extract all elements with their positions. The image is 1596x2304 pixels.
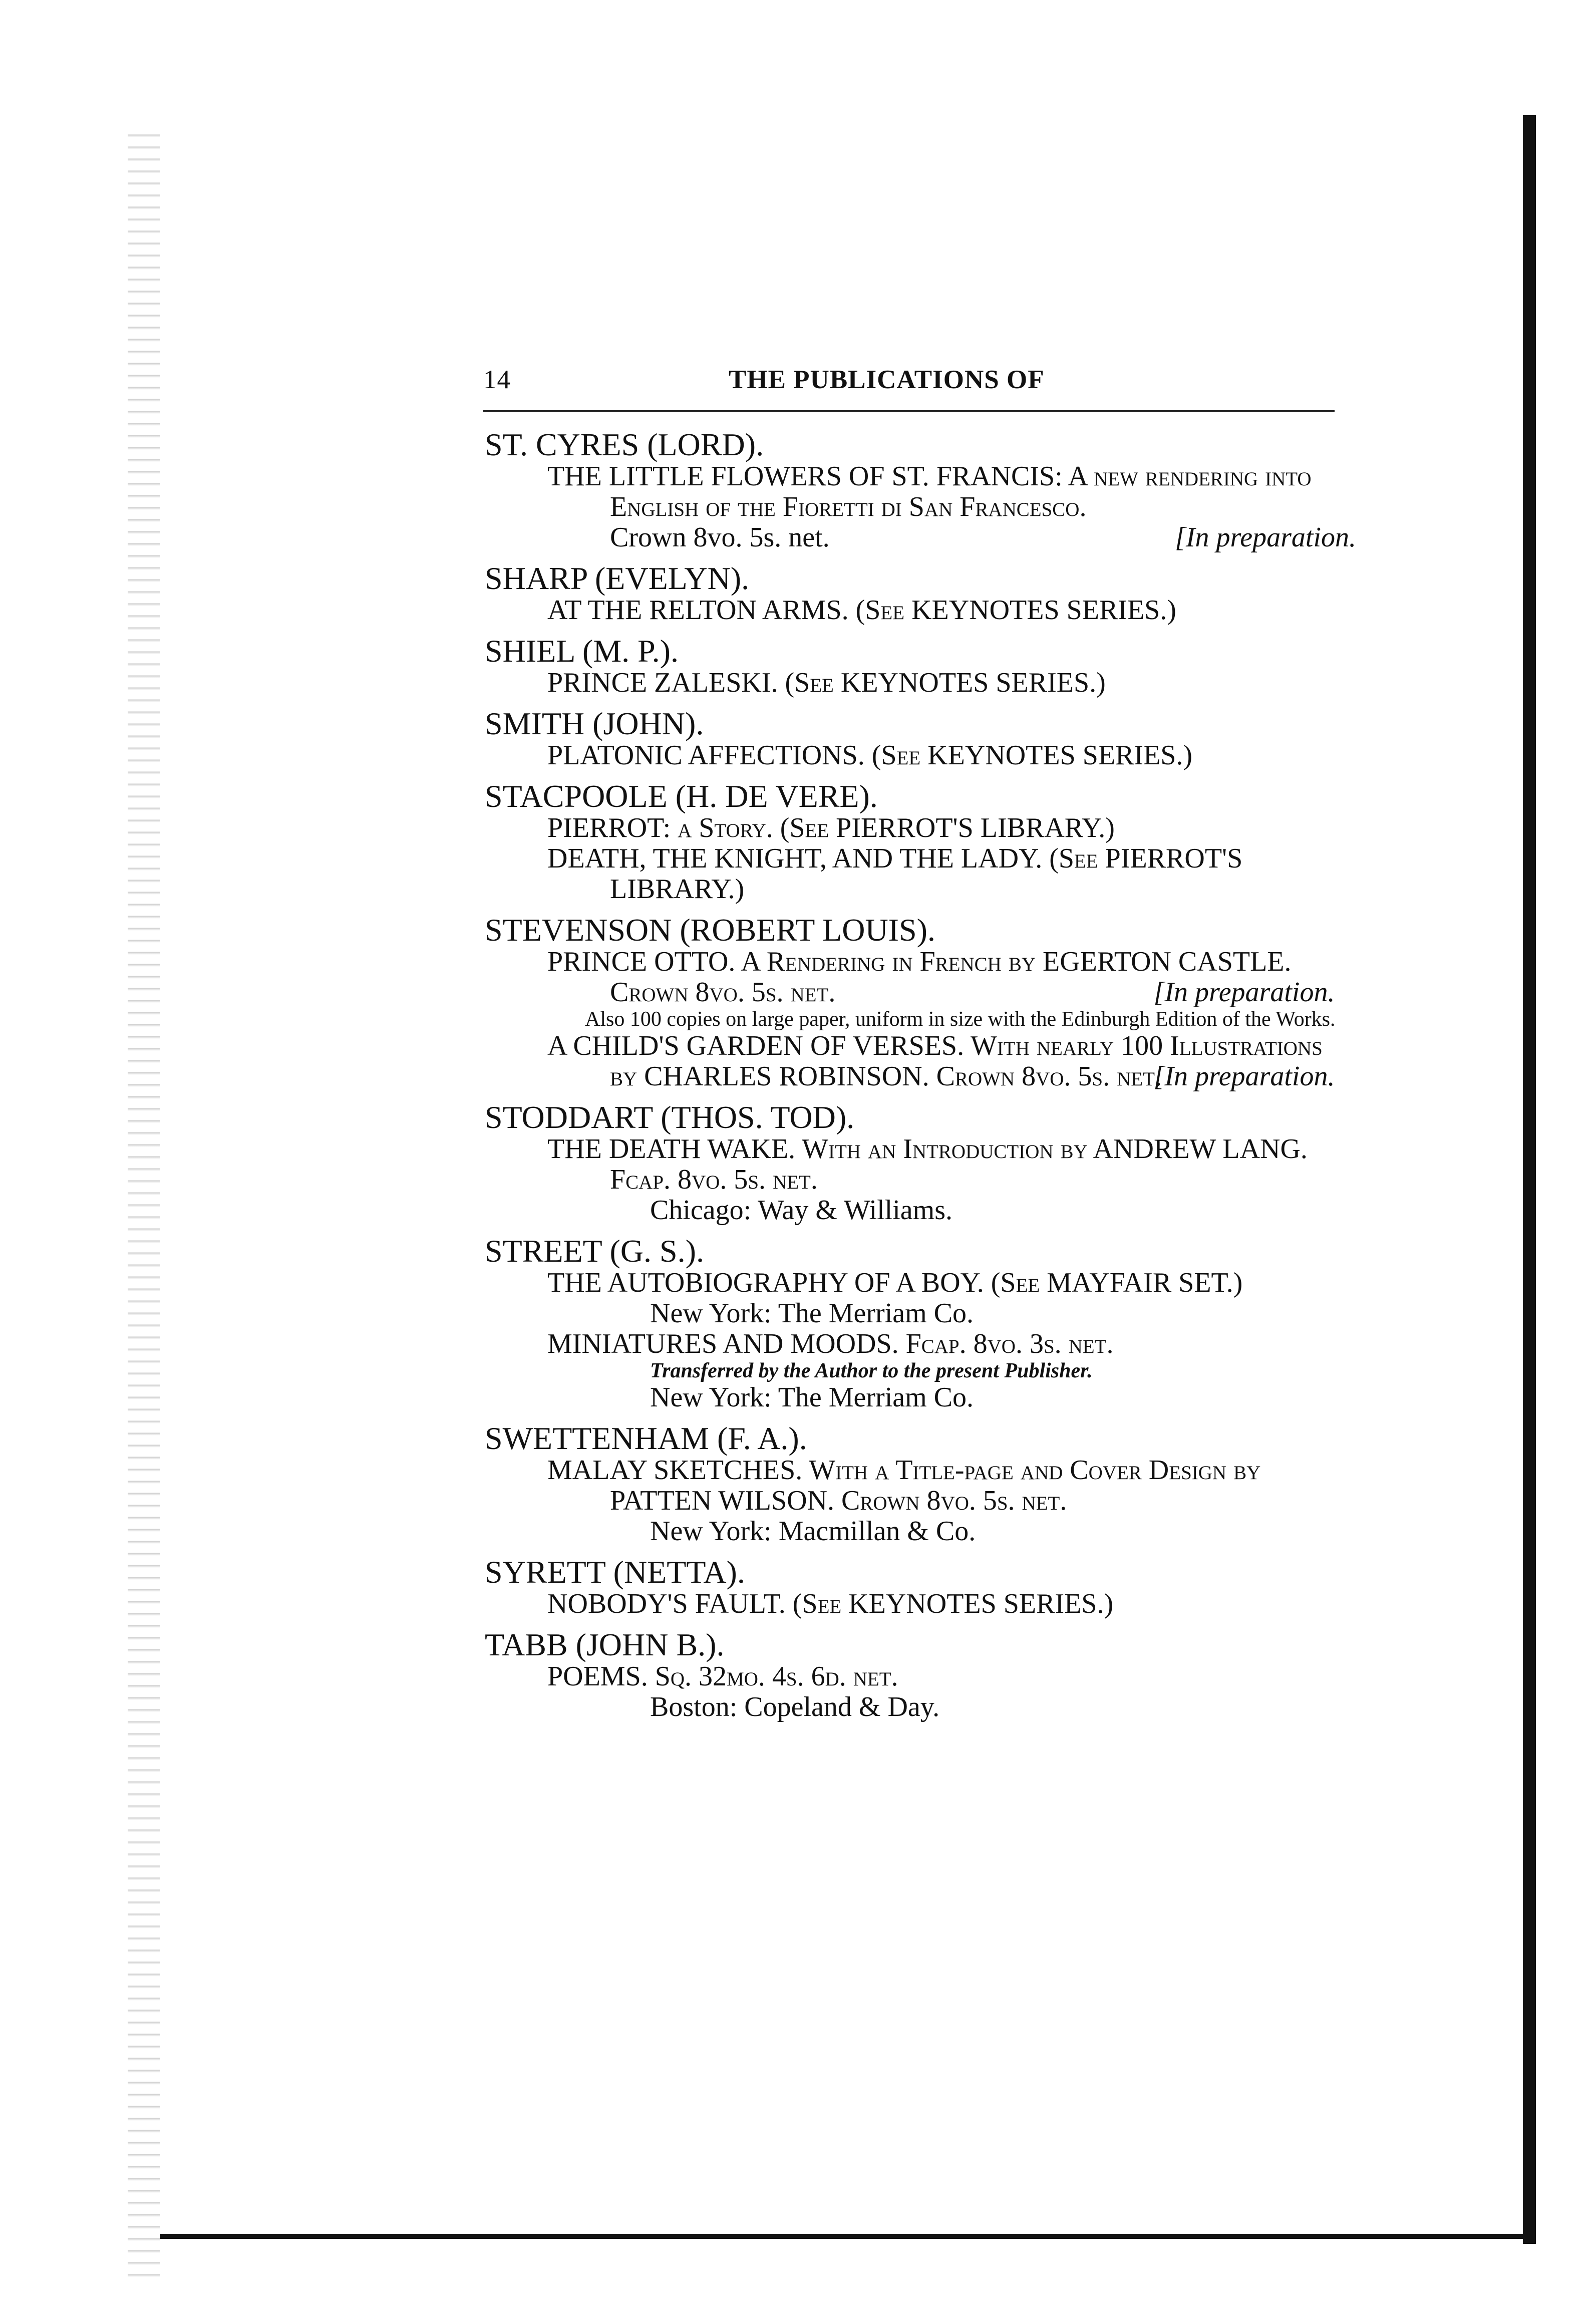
title-entry: NOBODY'S FAULT. (See KEYNOTES SERIES.) [547, 1588, 1114, 1619]
title-entry: DEATH, THE KNIGHT, AND THE LADY. (See PIERROT'S LIBRARY.) [547, 843, 1243, 905]
author-heading: SWETTENHAM (F. A.). [485, 1420, 807, 1456]
author-heading: ST. CYRES (LORD). [485, 427, 764, 462]
title-entry: PLATONIC AFFECTIONS. (See KEYNOTES SERIES.) [547, 740, 1193, 771]
price-row [610, 522, 1356, 553]
publisher-line: New York: The Merriam Co. [650, 1298, 974, 1329]
title-entry: MALAY SKETCHES. With a Title-page and Cover Design by PATTEN WILSON. Crown 8vo. 5s. net. [547, 1455, 1261, 1516]
title-entry: PIERROT: a Story. (See PIERROT'S LIBRARY.) [547, 812, 1115, 843]
preparation-note: [In preparation. [1153, 977, 1335, 1008]
author-heading: STODDART (THOS. TOD). [485, 1099, 855, 1135]
title-entry [547, 947, 1356, 1008]
publisher-line: Chicago: Way & Williams. [650, 1195, 952, 1226]
author-heading: STREET (G. S.). [485, 1233, 704, 1269]
preparation-note: [In preparation. [1153, 1061, 1335, 1092]
catalogue-list [485, 428, 1356, 1722]
transfer-note: Transferred by the Author to the present Publisher. [650, 1359, 1093, 1382]
edition-note: Also 100 copies on large paper, uniform in size with the Edinburgh Edition of the Works. [585, 1008, 1336, 1031]
publisher-line: New York: Macmillan & Co. [650, 1516, 976, 1547]
author-heading: STEVENSON (ROBERT LOUIS). [485, 912, 935, 948]
title-entry: THE DEATH WAKE. With an Introduction by ANDREW LANG. Fcap. 8vo. 5s. net. [547, 1133, 1308, 1195]
title-entry: THE LITTLE FLOWERS OF ST. FRANCIS: A new rendering into English of the Fioretti di San Francesco. [547, 461, 1312, 522]
title-entry: THE AUTOBIOGRAPHY OF A BOY. (See MAYFAIR SET.) [547, 1267, 1243, 1298]
title-entry: POEMS. Sq. 32mo. 4s. 6d. net. [547, 1661, 898, 1692]
running-head: THE PUBLICATIONS OF [729, 365, 1045, 394]
author-heading: SHARP (EVELYN). [485, 560, 750, 596]
title-entry [547, 1031, 1356, 1092]
author-heading: SMITH (JOHN). [485, 706, 704, 741]
title-text: A CHILD'S GARDEN OF VERSES. With nearly 100 Illustrations by CHARLES ROBINSON. Crown 8vo. 5s. net. [547, 1030, 1323, 1092]
scan-edge-right [1523, 115, 1536, 2244]
author-heading: SYRETT (NETTA). [485, 1554, 745, 1590]
page-number: 14 [483, 365, 511, 394]
title-entry: PRINCE ZALESKI. (See KEYNOTES SERIES.) [547, 667, 1106, 698]
page-header [483, 365, 1335, 395]
title-entry: MINIATURES AND MOODS. Fcap. 8vo. 3s. net. [547, 1328, 1114, 1359]
scan-edge-bottom [160, 2234, 1526, 2239]
author-heading: TABB (JOHN B.). [485, 1627, 725, 1662]
publisher-line: Boston: Copeland & Day. [650, 1691, 940, 1722]
author-heading: STACPOOLE (H. DE VERE). [485, 778, 878, 814]
title-text: PRINCE OTTO. A Rendering in French by EGERTON CASTLE. Crown 8vo. 5s. net. [547, 946, 1292, 1008]
author-heading: SHIEL (M. P.). [485, 633, 679, 669]
publisher-line: New York: The Merriam Co. [650, 1382, 974, 1413]
scan-edge-left [128, 125, 160, 2279]
header-rule [483, 410, 1335, 412]
price-line: Crown 8vo. 5s. net. [610, 522, 830, 553]
title-entry: AT THE RELTON ARMS. (See KEYNOTES SERIES.) [547, 595, 1176, 626]
preparation-note: [In preparation. [1175, 522, 1356, 553]
